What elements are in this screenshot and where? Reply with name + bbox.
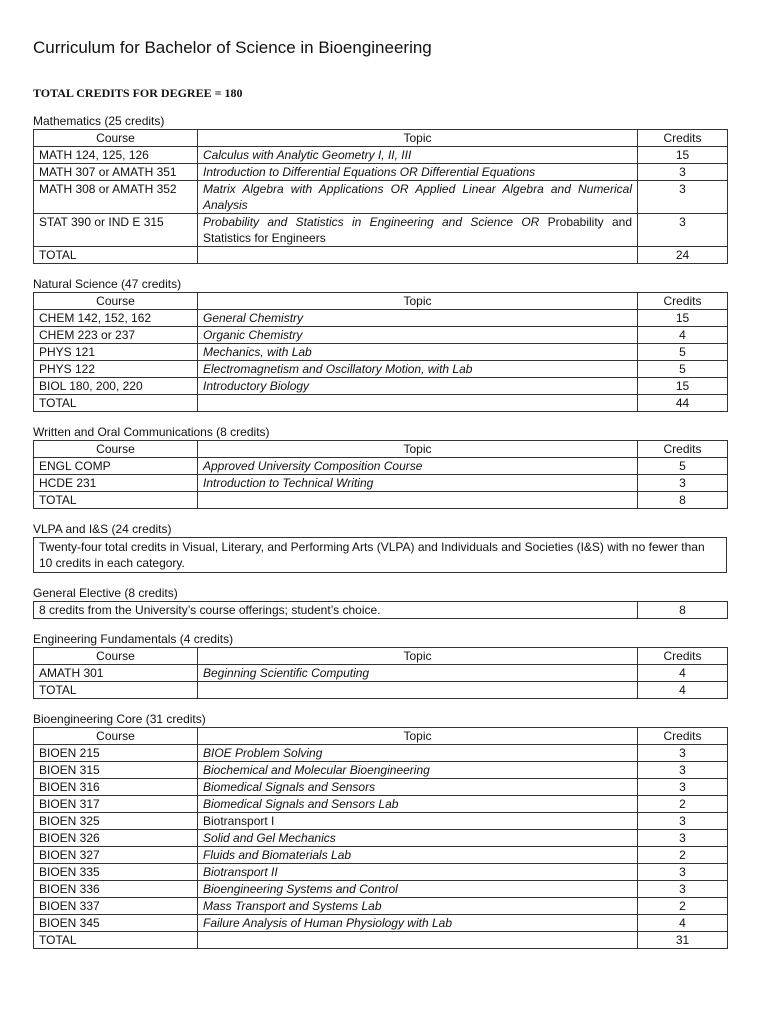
credits-cell: 15 [638, 310, 728, 327]
course-cell: CHEM 142, 152, 162 [34, 310, 198, 327]
course-cell: BIOEN 326 [34, 830, 198, 847]
credits-cell: 2 [638, 847, 728, 864]
table-row [34, 665, 728, 682]
table-row [34, 898, 728, 915]
topic-cell: Failure Analysis of Human Physiology with Lab [198, 915, 638, 932]
course-cell: MATH 308 or AMATH 352 [34, 181, 198, 214]
course-cell: BIOEN 315 [34, 762, 198, 779]
topic-cell: Biomedical Signals and Sensors Lab [198, 796, 638, 813]
credits-cell: 4 [638, 665, 728, 682]
credits-cell: 3 [638, 475, 728, 492]
table-row [34, 847, 728, 864]
engineering-fundamentals-table [33, 647, 728, 699]
topic-cell: Mechanics, with Lab [198, 344, 638, 361]
course-cell: BIOEN 215 [34, 745, 198, 762]
total-credits: 8 [638, 492, 728, 509]
credits-cell: 3 [638, 745, 728, 762]
header-course: Course [34, 728, 198, 745]
empty-cell [198, 395, 638, 412]
elective-description: 8 credits from the University’s course offerings; student’s choice. [34, 602, 638, 619]
table-row [34, 796, 728, 813]
empty-cell [198, 932, 638, 949]
table-row [34, 181, 728, 214]
total-credits: 24 [638, 247, 728, 264]
topic-cell: General Chemistry [198, 310, 638, 327]
credits-cell: 3 [638, 813, 728, 830]
section-title: Natural Science (47 credits) [33, 277, 182, 291]
empty-cell [198, 682, 638, 699]
total-label: TOTAL [34, 247, 198, 264]
credits-cell: 8 [638, 602, 728, 619]
course-cell: HCDE 231 [34, 475, 198, 492]
topic-cell: Organic Chemistry [198, 327, 638, 344]
header-topic: Topic [198, 293, 638, 310]
table-row [34, 214, 728, 247]
header-course: Course [34, 130, 198, 147]
credits-cell: 2 [638, 796, 728, 813]
total-row [34, 395, 728, 412]
topic-cell: Introduction to Technical Writing [198, 475, 638, 492]
course-cell: BIOEN 316 [34, 779, 198, 796]
credits-cell: 5 [638, 458, 728, 475]
section-title: General Elective (8 credits) [33, 586, 178, 600]
topic-cell: Biomedical Signals and Sensors [198, 779, 638, 796]
table-row [34, 762, 728, 779]
section-mathematics [33, 113, 735, 264]
credits-cell: 15 [638, 147, 728, 164]
total-row [34, 492, 728, 509]
section-engineering-fundamentals [33, 631, 735, 699]
table-row [34, 881, 728, 898]
course-cell: BIOEN 317 [34, 796, 198, 813]
topic-cell: BIOE Problem Solving [198, 745, 638, 762]
section-vlpa [33, 521, 735, 573]
credits-cell: 3 [638, 864, 728, 881]
section-natural-science [33, 276, 735, 412]
total-credits: 4 [638, 682, 728, 699]
table-row [34, 310, 728, 327]
topic-cell: Fluids and Biomaterials Lab [198, 847, 638, 864]
natural-science-table [33, 292, 728, 412]
credits-cell: 15 [638, 378, 728, 395]
course-cell: BIOEN 337 [34, 898, 198, 915]
credits-cell: 3 [638, 762, 728, 779]
table-row [34, 344, 728, 361]
mathematics-table [33, 129, 728, 264]
header-topic: Topic [198, 130, 638, 147]
communications-table [33, 440, 728, 509]
course-cell: BIOL 180, 200, 220 [34, 378, 198, 395]
vlpa-description: Twenty-four total credits in Visual, Literary, and Performing Arts (VLPA) and Individuals and Societies (I&S) with no fewer than 10 credits in each category. [33, 537, 727, 573]
topic-cell: Biotransport II [198, 864, 638, 881]
empty-cell [198, 247, 638, 264]
course-cell: ENGL COMP [34, 458, 198, 475]
page-title: Curriculum for Bachelor of Science in Bioengineering [33, 38, 432, 57]
section-title: VLPA and I&S (24 credits) [33, 522, 172, 536]
credits-cell: 3 [638, 164, 728, 181]
credits-cell: 4 [638, 327, 728, 344]
topic-cell: Approved University Composition Course [198, 458, 638, 475]
section-title: Bioengineering Core (31 credits) [33, 712, 206, 726]
total-row [34, 682, 728, 699]
topic-cell: Solid and Gel Mechanics [198, 830, 638, 847]
total-row [34, 932, 728, 949]
table-row [34, 378, 728, 395]
section-title: Engineering Fundamentals (4 credits) [33, 632, 234, 646]
course-cell: PHYS 122 [34, 361, 198, 378]
general-elective-table [33, 601, 728, 619]
topic-cell: Mass Transport and Systems Lab [198, 898, 638, 915]
course-cell: PHYS 121 [34, 344, 198, 361]
topic-cell: Electromagnetism and Oscillatory Motion, with Lab [198, 361, 638, 378]
credits-cell: 5 [638, 344, 728, 361]
topic-cell: Biotransport I [198, 813, 638, 830]
header-credits: Credits [638, 130, 728, 147]
course-cell: CHEM 223 or 237 [34, 327, 198, 344]
table-row [34, 361, 728, 378]
course-cell: MATH 124, 125, 126 [34, 147, 198, 164]
credits-cell: 4 [638, 915, 728, 932]
topic-cell: Matrix Algebra with Applications OR Applied Linear Algebra and Numerical Analysis [198, 181, 638, 214]
table-header-row [34, 441, 728, 458]
table-row [34, 864, 728, 881]
table-header-row [34, 728, 728, 745]
table-row [34, 475, 728, 492]
header-credits: Credits [638, 728, 728, 745]
table-row [34, 602, 728, 619]
course-cell: BIOEN 335 [34, 864, 198, 881]
credits-cell: 3 [638, 881, 728, 898]
total-label: TOTAL [34, 395, 198, 412]
credits-cell: 3 [638, 830, 728, 847]
course-cell: BIOEN 325 [34, 813, 198, 830]
credits-cell: 5 [638, 361, 728, 378]
credits-cell: 3 [638, 779, 728, 796]
section-title: Mathematics (25 credits) [33, 114, 165, 128]
bioengineering-core-table [33, 727, 728, 949]
credits-cell: 3 [638, 214, 728, 247]
credits-cell: 2 [638, 898, 728, 915]
section-general-elective [33, 585, 735, 619]
topic-part-italic: Probability and Statistics in Engineering and Science OR [203, 215, 540, 229]
course-cell: BIOEN 336 [34, 881, 198, 898]
table-row [34, 830, 728, 847]
total-credits: 31 [638, 932, 728, 949]
table-row [34, 458, 728, 475]
topic-cell: Introductory Biology [198, 378, 638, 395]
credits-cell: 3 [638, 181, 728, 214]
total-row [34, 247, 728, 264]
topic-cell: Biochemical and Molecular Bioengineering [198, 762, 638, 779]
table-row [34, 147, 728, 164]
header-course: Course [34, 293, 198, 310]
topic-part-normal: Probability and Statistics for Engineers [203, 215, 632, 245]
total-label: TOTAL [34, 932, 198, 949]
course-cell: MATH 307 or AMATH 351 [34, 164, 198, 181]
total-credits-line: TOTAL CREDITS FOR DEGREE = 180 [33, 86, 243, 100]
total-label: TOTAL [34, 682, 198, 699]
header-course: Course [34, 648, 198, 665]
topic-cell: Beginning Scientific Computing [198, 665, 638, 682]
course-cell: BIOEN 327 [34, 847, 198, 864]
table-row [34, 164, 728, 181]
course-cell: STAT 390 or IND E 315 [34, 214, 198, 247]
header-topic: Topic [198, 441, 638, 458]
header-topic: Topic [198, 648, 638, 665]
topic-cell: Introduction to Differential Equations OR Differential Equations [198, 164, 638, 181]
table-row [34, 779, 728, 796]
total-credits: 44 [638, 395, 728, 412]
table-header-row [34, 130, 728, 147]
total-label: TOTAL [34, 492, 198, 509]
section-communications [33, 424, 735, 509]
header-credits: Credits [638, 293, 728, 310]
header-credits: Credits [638, 441, 728, 458]
table-row [34, 813, 728, 830]
topic-cell: Bioengineering Systems and Control [198, 881, 638, 898]
course-cell: AMATH 301 [34, 665, 198, 682]
header-course: Course [34, 441, 198, 458]
topic-cell: Calculus with Analytic Geometry I, II, III [198, 147, 638, 164]
header-credits: Credits [638, 648, 728, 665]
table-header-row [34, 293, 728, 310]
section-title: Written and Oral Communications (8 credits) [33, 425, 270, 439]
course-cell: BIOEN 345 [34, 915, 198, 932]
table-row [34, 327, 728, 344]
table-row [34, 915, 728, 932]
topic-cell [198, 214, 638, 247]
table-row [34, 745, 728, 762]
empty-cell [198, 492, 638, 509]
header-topic: Topic [198, 728, 638, 745]
section-bioengineering-core [33, 711, 735, 949]
table-header-row [34, 648, 728, 665]
